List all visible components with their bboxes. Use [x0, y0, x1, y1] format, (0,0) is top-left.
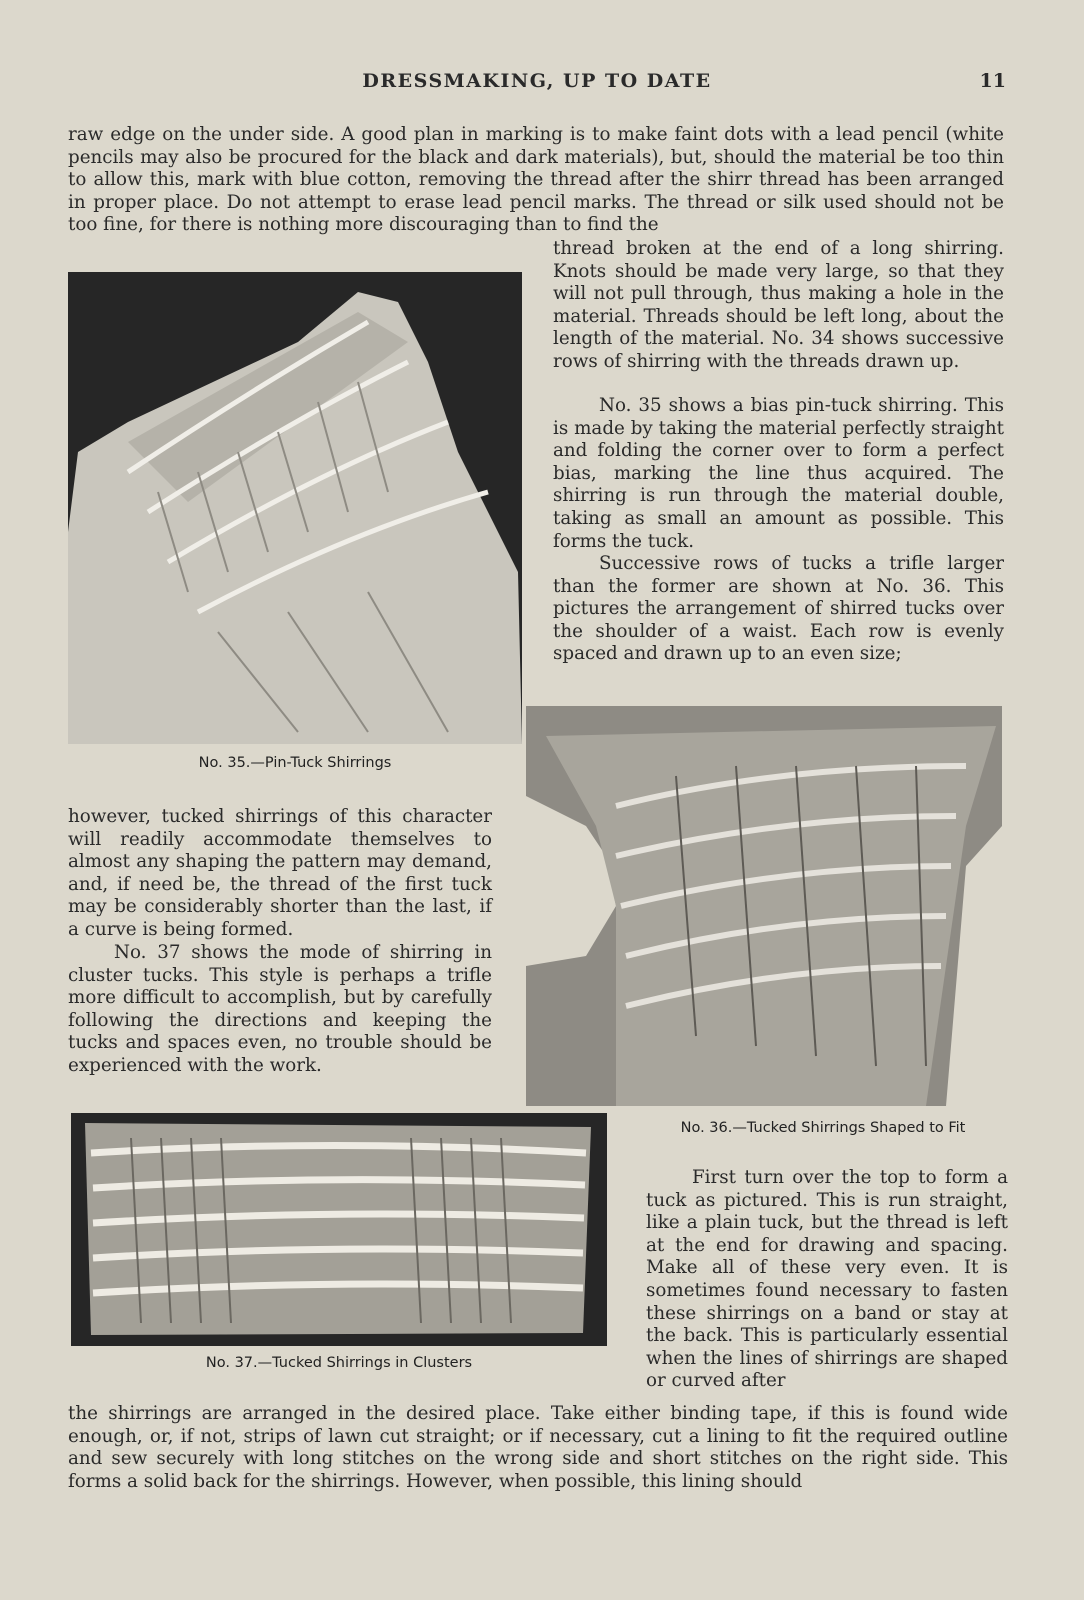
- figure-36-photo: [526, 706, 1002, 1106]
- figure-37-caption: No. 37.—Tucked Shirrings in Clusters: [205, 1355, 473, 1371]
- figure-36-caption: No. 36.—Tucked Shirrings Shaped to Fit: [680, 1120, 966, 1136]
- paragraph-no36: Successive rows of tucks a trifle larger than the former are shown at No. 36. This pictures the arrangement of shirred tucks over the shoulder of a waist. Each row is evenly spaced and drawn up to an even size;: [553, 553, 1004, 665]
- paragraph-tucked-character: however, tucked shirrings of this character will readily accommodate themselves to almost any shaping the pattern may demand, and, if need be, the thread of the first tuck may be considerably shorter than the last, if a curve is being formed.: [68, 806, 492, 940]
- paragraph-first-turn: First turn over the top to form a tuck as pictured. This is run straight, like a plain tuck, but the thread is left at the end for drawing and spacing. Make all of these very even. It is sometimes found necessary to fasten these shirrings on a band or stay at the back. This is particularly essential when the lines of shirrings are shaped or curved after: [646, 1167, 1008, 1392]
- figure-35-photo: [68, 272, 522, 744]
- figure-35-caption: No. 35.—Pin-Tuck Shirrings: [198, 755, 392, 771]
- figure-37-photo: [71, 1113, 607, 1346]
- paragraph-intro: raw edge on the under side. A good plan in marking is to make faint dots with a lead pencil (white pencils may also be procured for the black and dark materials), but, should the material be too thin to allow this, mark with blue cotton, removing the thread after the shirr thread has been arranged in proper place. Do not attempt to erase lead pencil marks. The thread or silk used should not be too fine, for there is nothing more discouraging than to find the: [68, 124, 1004, 236]
- paragraph-bottom: the shirrings are arranged in the desired place. Take either binding tape, if this is found wide enough, or, if not, strips of lawn cut straight; or if necessary, cut a lining to fit the required outline and sew securely with long stitches on the wrong side and short stitches on the right side. This forms a solid back for the shirrings. However, when possible, this lining should: [68, 1403, 1008, 1492]
- paragraph-knots: thread broken at the end of a long shirring. Knots should be made very large, so that they will not pull through, thus making a hole in the material. Threads should be left long, about the length of the material. No. 34 shows successive rows of shirring with the threads drawn up.: [553, 238, 1004, 372]
- running-title: DRESSMAKING, UP TO DATE: [362, 70, 712, 92]
- page-number: 11: [979, 70, 1006, 92]
- paragraph-no35: No. 35 shows a bias pin-tuck shirring. This is made by taking the material perfectly straight and folding the corner over to form a perfect bias, marking the line thus acquired. The shirring is run through the material double, taking as small an amount as possible. This forms the tuck.: [553, 395, 1004, 552]
- paragraph-no37: No. 37 shows the mode of shirring in cluster tucks. This style is perhaps a trifle more difficult to accomplish, but by carefully following the directions and keeping the tucks and spaces even, no trouble should be experienced with the work.: [68, 942, 492, 1076]
- page-header: [68, 70, 1006, 100]
